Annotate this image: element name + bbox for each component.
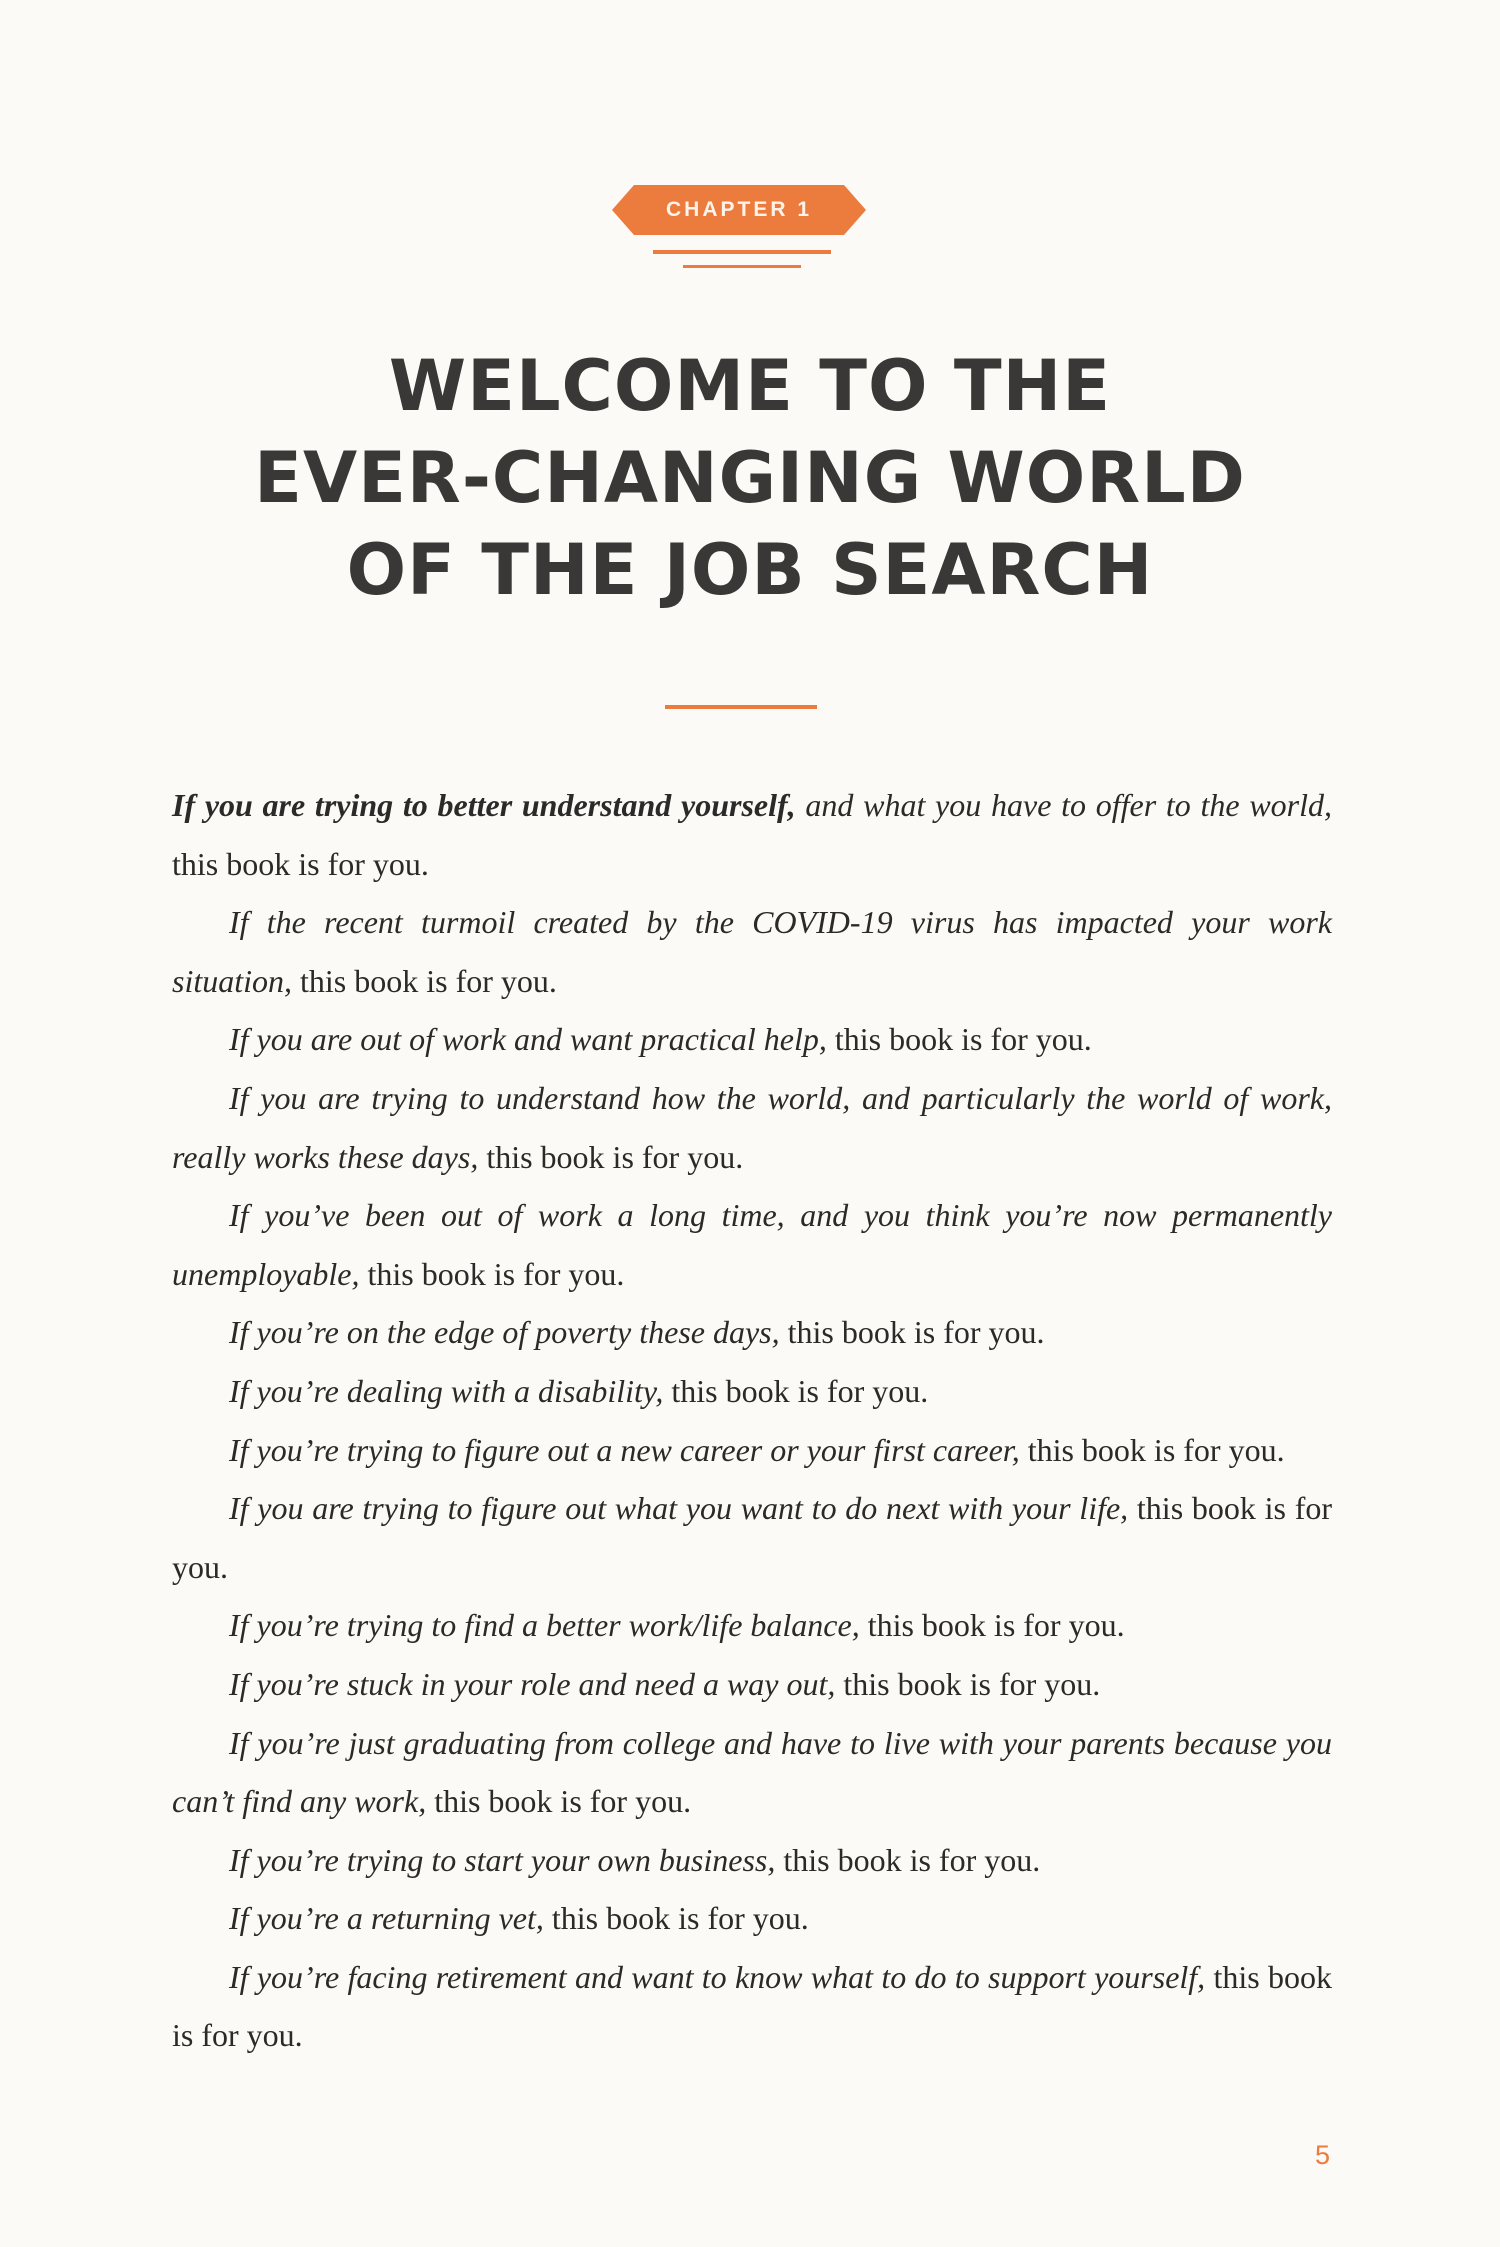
paragraph-plain-text: this book is for you. (663, 1372, 929, 1409)
body-paragraph (172, 1831, 1332, 1890)
body-paragraph (172, 1889, 1332, 1948)
chapter-title-line-3: OF THE JOB SEARCH (346, 529, 1154, 611)
paragraph-plain-text: this book is for you. (859, 1607, 1125, 1644)
paragraph-italic-text: If you’re dealing with a disability, (229, 1372, 664, 1409)
paragraph-plain-text: this book is for you. (826, 1021, 1092, 1058)
body-paragraph (172, 1421, 1332, 1480)
paragraph-plain-text: this book is for you. (172, 845, 429, 882)
body-paragraph (172, 776, 1332, 893)
paragraph-plain-text: this book is for you. (359, 1255, 625, 1292)
title-divider (665, 705, 817, 709)
paragraph-plain-text: this book is for you. (478, 1138, 744, 1175)
paragraph-italic-text: If you’re a returning vet, (229, 1900, 544, 1937)
paragraph-plain-text: this book is for you. (543, 1900, 809, 1937)
paragraph-italic-text: If you’re facing retirement and want to know what to do to support yourself, (229, 1958, 1206, 1995)
chapter-title (150, 340, 1350, 616)
paragraph-italic-text: If the recent turmoil created by the COVID-19 virus has impacted your work situation, (172, 904, 1332, 999)
body-paragraph (172, 1714, 1332, 1831)
chapter-label: CHAPTER 1 (665, 198, 813, 221)
chapter-title-line-2: EVER-CHANGING WORLD (254, 437, 1246, 519)
paragraph-plain-text: this book is for you. (1019, 1431, 1285, 1468)
paragraph-plain-text: this book is for you. (172, 1490, 1333, 1585)
page-number: 5 (1315, 2140, 1331, 2170)
chapter-tag (612, 185, 866, 235)
paragraph-italic-text: If you’ve been out of work a long time, and you think you’re now permanently unemployable, (172, 1197, 1332, 1292)
body-paragraph (172, 1069, 1332, 1186)
paragraph-italic-text: If you’re just graduating from college and have to live with your parents because you can’t find any work, (172, 1724, 1332, 1820)
body-paragraph (172, 1186, 1332, 1303)
paragraph-italic-text: If you’re on the edge of poverty these days, (229, 1314, 780, 1351)
paragraph-plain-text: this book is for you. (835, 1665, 1101, 1702)
body-paragraph (172, 893, 1332, 1010)
body-paragraph (172, 1596, 1332, 1655)
paragraph-italic-text: If you’re stuck in your role and need a way out, (229, 1665, 836, 1702)
chapter-title-line-1: WELCOME TO THE (388, 345, 1112, 427)
paragraph-italic-text: If you’re trying to figure out a new career or your first career, (229, 1431, 1020, 1468)
paragraph-italic-text: If you’re trying to find a better work/life balance, (229, 1607, 860, 1644)
body-paragraph (172, 1010, 1332, 1069)
body-paragraph (172, 1479, 1332, 1596)
chapter-underline-bottom (683, 265, 801, 268)
paragraph-plain-text: this book is for you. (172, 1958, 1333, 2054)
paragraph-plain-text: this book is for you. (292, 962, 557, 999)
paragraph-plain-text: this book is for you. (779, 1314, 1045, 1351)
body-paragraph (172, 1655, 1332, 1714)
paragraph-italic-text: and what you have to offer to the world, (795, 787, 1333, 823)
body-paragraph (172, 1362, 1332, 1421)
body-paragraph (172, 1303, 1332, 1362)
chapter-underline-top (653, 250, 831, 254)
paragraph-italic-text: If you are trying to understand how the world, and particularly the world of work, really works these days, (172, 1079, 1332, 1175)
paragraph-italic-text: If you are trying to better understand yourself, (172, 787, 796, 823)
body-paragraph (172, 1948, 1332, 2065)
paragraph-plain-text: this book is for you. (426, 1783, 692, 1820)
paragraph-plain-text: this book is for you. (775, 1841, 1041, 1878)
body-text (172, 776, 1332, 2065)
paragraph-italic-text: If you’re trying to start your own business, (229, 1841, 776, 1878)
paragraph-italic-text: If you are out of work and want practical help, (229, 1021, 827, 1058)
paragraph-italic-text: If you are trying to figure out what you want to do next with your life, (229, 1490, 1129, 1527)
